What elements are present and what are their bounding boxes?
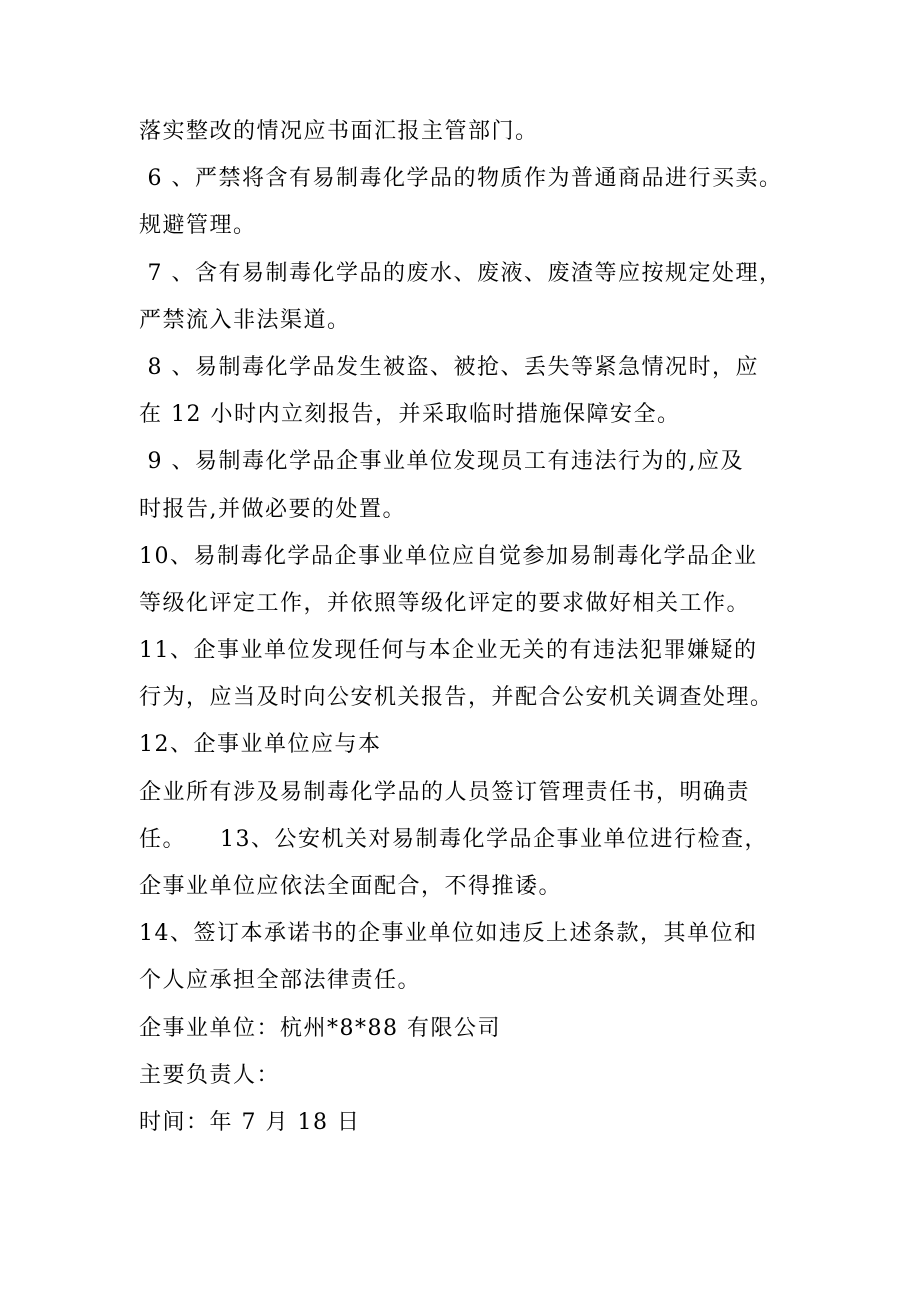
- text-line: 时报告,并做必要的处置。: [139, 496, 406, 522]
- text-line: 等级化评定工作，并依照等级化评定的要求做好相关工作。: [139, 590, 751, 616]
- text-line: 规避管理。: [139, 213, 257, 239]
- text-line: 11、企事业单位发现任何与本企业无关的有违法犯罪嫌疑的: [139, 638, 758, 664]
- company-line: 企事业单位：杭州*8*88 有限公司: [139, 1015, 501, 1041]
- text-line: 任。 13、公安机关对易制毒化学品企事业单位进行检查，: [139, 826, 768, 852]
- text-line: 企业所有涉及易制毒化学品的人员签订管理责任书，明确责: [139, 779, 751, 805]
- text-line: 6 、严禁将含有易制毒化学品的物质作为普通商品进行买卖。: [139, 166, 783, 192]
- responsible-person-line: 主要负责人：: [139, 1062, 281, 1088]
- text-line: 12、企事业单位应与本: [139, 732, 382, 758]
- text-line: 落实整改的情况应书面汇报主管部门。: [139, 119, 539, 144]
- text-line: 7 、含有易制毒化学品的废水、废液、废渣等应按规定处理，: [139, 260, 783, 286]
- text-line: 企事业单位应依法全面配合，不得推诿。: [139, 874, 563, 899]
- document-body: [139, 108, 839, 1146]
- text-line: 严禁流入非法渠道。: [139, 307, 351, 333]
- date-line: 时间：年 7 月 18 日: [139, 1109, 361, 1135]
- text-line: 个人应承担全部法律责任。: [139, 968, 422, 994]
- text-line: 14、签订本承诺书的企事业单位如违反上述条款，其单位和: [139, 921, 758, 947]
- text-line: 9 、易制毒化学品企事业单位发现员工有违法行为的,应及: [139, 449, 744, 475]
- text-line: 在 12 小时内立刻报告，并采取临时措施保障安全。: [139, 402, 681, 428]
- text-line: 行为，应当及时向公安机关报告，并配合公安机关调查处理。: [139, 685, 774, 711]
- text-line: 8 、易制毒化学品发生被盗、被抢、丢失等紧急情况时，应: [139, 354, 759, 380]
- text-line: 10、易制毒化学品企事业单位应自觉参加易制毒化学品企业: [139, 543, 758, 569]
